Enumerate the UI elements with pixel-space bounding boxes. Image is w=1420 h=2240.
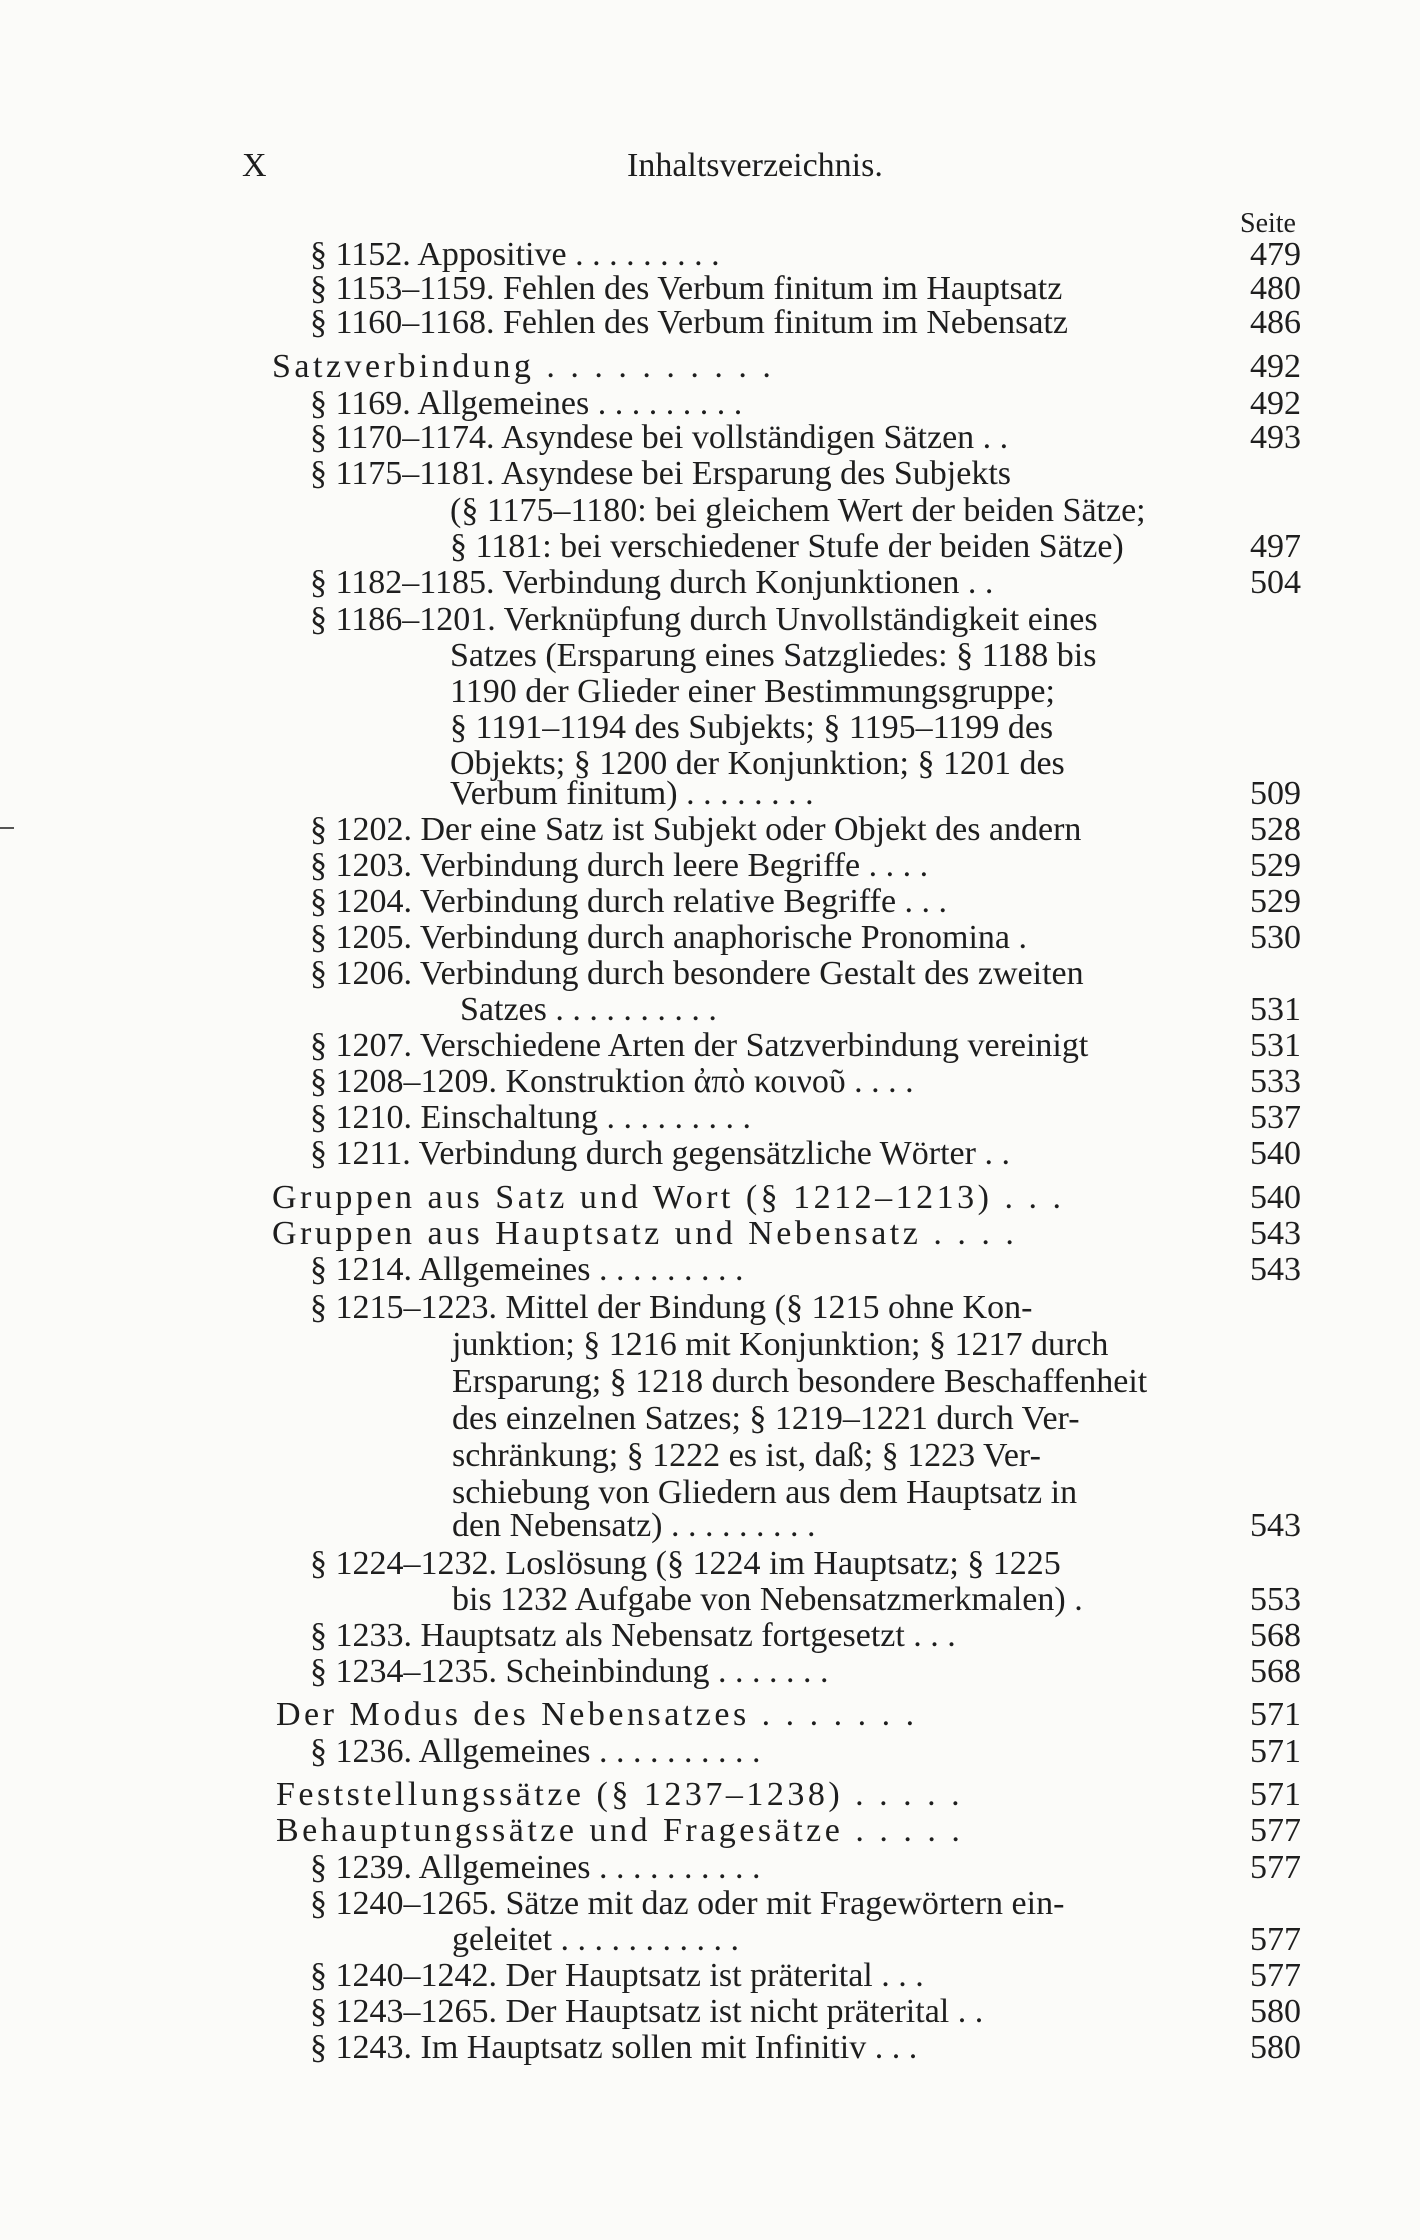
toc-entry-continuation: schiebung von Gliedern aus dem Hauptsatz in [452, 1474, 1078, 1511]
toc-entry: § 1175–1181. Asyndese bei Ersparung des Subjekts [310, 455, 1012, 492]
toc-entry: § 1204. Verbindung durch relative Begriffe . . . [310, 883, 948, 920]
toc-entry-continuation: Ersparung; § 1218 durch besondere Beschaffenheit [452, 1363, 1148, 1400]
toc-entry: § 1236. Allgemeines . . . . . . . . . . [310, 1733, 761, 1770]
toc-section-heading: Satzverbindung . . . . . . . . . . [272, 348, 775, 385]
page-title: Inhaltsverzeichnis. [627, 147, 883, 184]
toc-page-number: 577 [1250, 1849, 1301, 1886]
toc-entry-continuation: schränkung; § 1222 es ist, daß; § 1223 Ver- [452, 1437, 1041, 1474]
toc-section-heading: Behauptungssätze und Fragesätze . . . . . [276, 1812, 964, 1849]
toc-page-number: 528 [1250, 811, 1301, 848]
toc-entry-continuation: bis 1232 Aufgabe von Nebensatzmerkmalen) . [452, 1581, 1083, 1618]
toc-entry: § 1208–1209. Konstruktion ἀπὸ κοινοῦ . . . . [310, 1063, 914, 1100]
toc-entry: § 1205. Verbindung durch anaphorische Pronomina . [310, 919, 1028, 956]
toc-page-number: 529 [1250, 883, 1301, 920]
toc-page-number: 553 [1250, 1581, 1301, 1618]
toc-entry-continuation: § 1181: bei verschiedener Stufe der beiden Sätze) [450, 528, 1124, 565]
toc-entry: § 1186–1201. Verknüpfung durch Unvollständigkeit eines [310, 601, 1098, 638]
toc-page-number: 577 [1250, 1957, 1301, 1994]
toc-section-heading: Gruppen aus Satz und Wort (§ 1212–1213) . . . [272, 1179, 1065, 1216]
toc-page-number: 486 [1250, 304, 1301, 341]
toc-entry-continuation: den Nebensatz) . . . . . . . . . [452, 1507, 816, 1544]
toc-entry-continuation: Satzes (Ersparung eines Satzgliedes: § 1188 bis [450, 637, 1097, 674]
toc-entry: § 1233. Hauptsatz als Nebensatz fortgesetzt . . . [310, 1617, 956, 1654]
toc-section-heading: Der Modus des Nebensatzes . . . . . . . [276, 1696, 918, 1733]
toc-entry: § 1170–1174. Asyndese bei vollständigen Sätzen . . [310, 419, 1009, 456]
toc-page-number: 540 [1250, 1135, 1301, 1172]
margin-tick [0, 827, 14, 829]
toc-section-heading: Gruppen aus Hauptsatz und Nebensatz . . . . [272, 1215, 1018, 1252]
toc-entry: § 1243–1265. Der Hauptsatz ist nicht präterital . . [310, 1993, 984, 2030]
toc-entry-continuation: Verbum finitum) . . . . . . . . [450, 775, 814, 812]
toc-page-number: 479 [1250, 236, 1301, 273]
toc-page-number: 540 [1250, 1179, 1301, 1216]
toc-entry: § 1160–1168. Fehlen des Verbum finitum im Nebensatz [310, 304, 1068, 341]
toc-entry: § 1240–1242. Der Hauptsatz ist präterital . . . [310, 1957, 924, 1994]
toc-entry: § 1152. Appositive . . . . . . . . . [310, 236, 720, 273]
toc-entry-continuation: geleitet . . . . . . . . . . . [452, 1921, 740, 1958]
toc-page-number: 533 [1250, 1063, 1301, 1100]
toc-page-number: 568 [1250, 1653, 1301, 1690]
toc-entry: § 1182–1185. Verbindung durch Konjunktionen . . [310, 564, 994, 601]
toc-page-number: 529 [1250, 847, 1301, 884]
toc-entry-continuation: 1190 der Glieder einer Bestimmungsgruppe; [450, 673, 1055, 710]
toc-entry-continuation: des einzelnen Satzes; § 1219–1221 durch Ver- [452, 1400, 1080, 1437]
toc-page-number: 537 [1250, 1099, 1301, 1136]
toc-page-number: 497 [1250, 528, 1301, 565]
toc-entry: § 1207. Verschiedene Arten der Satzverbindung vereinigt [310, 1027, 1089, 1064]
toc-entry: § 1243. Im Hauptsatz sollen mit Infinitiv . . . [310, 2029, 918, 2066]
toc-page-number: 571 [1250, 1696, 1301, 1733]
toc-entry-continuation: § 1191–1194 des Subjekts; § 1195–1199 des [450, 709, 1054, 746]
toc-entry: § 1202. Der eine Satz ist Subjekt oder Objekt des andern [310, 811, 1082, 848]
toc-page-number: 580 [1250, 2029, 1301, 2066]
toc-page-number: 531 [1250, 991, 1301, 1028]
toc-page-number: 509 [1250, 775, 1301, 812]
toc-page-number: 530 [1250, 919, 1301, 956]
toc-page-number: 480 [1250, 270, 1301, 307]
toc-entry: § 1240–1265. Sätze mit daz oder mit Fragewörtern ein- [310, 1885, 1065, 1922]
toc-page-number: 543 [1250, 1215, 1301, 1252]
toc-page-number: 492 [1250, 348, 1301, 385]
toc-entry-continuation: (§ 1175–1180: bei gleichem Wert der beiden Sätze; [450, 492, 1146, 529]
toc-entry: § 1234–1235. Scheinbindung . . . . . . . [310, 1653, 829, 1690]
toc-entry: § 1203. Verbindung durch leere Begriffe . . . . [310, 847, 929, 884]
toc-entry: § 1153–1159. Fehlen des Verbum finitum im Hauptsatz [310, 270, 1063, 307]
toc-entry: § 1206. Verbindung durch besondere Gestalt des zweiten [310, 955, 1084, 992]
toc-page-number: 543 [1250, 1251, 1301, 1288]
toc-page-number: 568 [1250, 1617, 1301, 1654]
toc-entry-continuation: Objekts; § 1200 der Konjunktion; § 1201 des [450, 745, 1065, 782]
toc-page-number: 531 [1250, 1027, 1301, 1064]
toc-entry: § 1215–1223. Mittel der Bindung (§ 1215 ohne Kon- [310, 1289, 1033, 1326]
toc-page-number: 543 [1250, 1507, 1301, 1544]
toc-page-number: 577 [1250, 1812, 1301, 1849]
toc-entry: § 1210. Einschaltung . . . . . . . . . [310, 1099, 752, 1136]
toc-entry-continuation: junktion; § 1216 mit Konjunktion; § 1217 durch [452, 1326, 1109, 1363]
toc-page-number: 571 [1250, 1733, 1301, 1770]
toc-entry: § 1224–1232. Loslösung (§ 1224 im Hauptsatz; § 1225 [310, 1545, 1061, 1582]
toc-page-number: 571 [1250, 1776, 1301, 1813]
toc-page-number: 492 [1250, 385, 1301, 422]
toc-page-number: 493 [1250, 419, 1301, 456]
toc-page-number: 580 [1250, 1993, 1301, 2030]
toc-entry: § 1169. Allgemeines . . . . . . . . . [310, 385, 743, 422]
toc-entry-continuation: Satzes . . . . . . . . . . [460, 991, 717, 1028]
toc-entry: § 1239. Allgemeines . . . . . . . . . . [310, 1849, 761, 1886]
toc-entry: § 1211. Verbindung durch gegensätzliche Wörter . . [310, 1135, 1010, 1172]
toc-page-number: 577 [1250, 1921, 1301, 1958]
toc-section-heading: Feststellungssätze (§ 1237–1238) . . . . . [276, 1776, 964, 1813]
toc-page-number: 504 [1250, 564, 1301, 601]
seite-label: Seite [1240, 208, 1296, 239]
toc-entry: § 1214. Allgemeines . . . . . . . . . [310, 1251, 744, 1288]
page-numeral: X [242, 147, 267, 184]
